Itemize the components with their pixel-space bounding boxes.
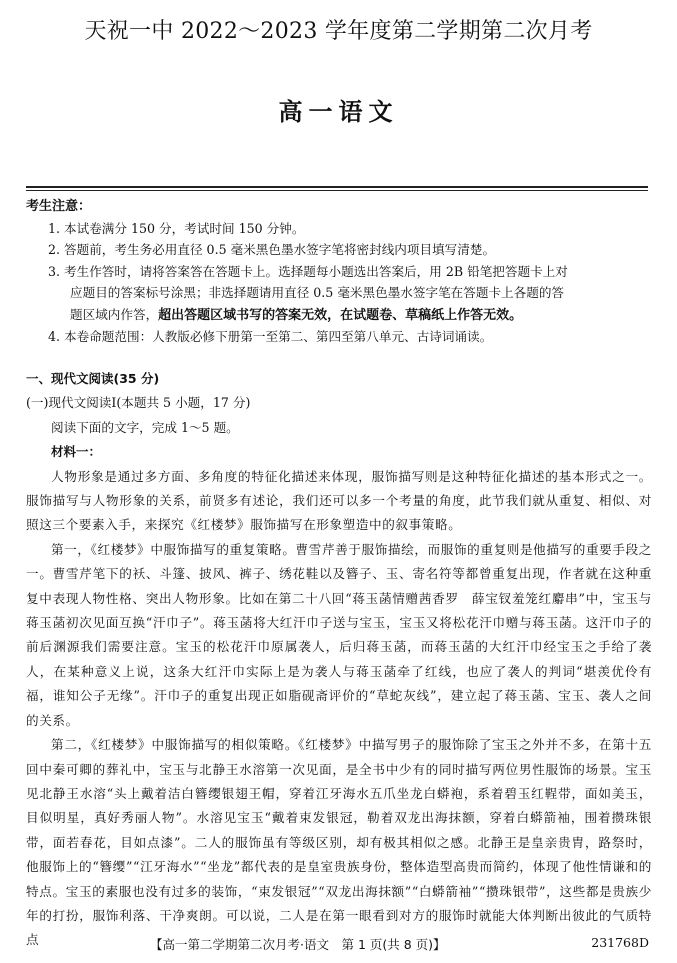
section-title: 一、现代文阅读(35 分) [26,371,160,386]
material-label: 材料一： [51,444,102,460]
notice-item-3-line-2: 应题目的答案标号涂黑；非选择题请用直径 0.5 毫米黑色墨水签字笔在答题卡上各题的答 [70,285,565,300]
reading-section [26,367,652,953]
notice-item-1: 1. 本试卷满分 150 分，考试时间 150 分钟。 [48,220,305,236]
footer-page-info: 【高一第二学期第二次月考·语文 第 1 页(共 8 页)】 [150,937,446,952]
notice-item-3-line-1: 3. 考生作答时，请将答案答在答题卡上。选择题每小题选出答案后，用 2B 铅笔把答题卡上对 [48,263,568,279]
exam-notice [26,196,652,348]
subsection-title: (一)现代文阅读Ⅰ(本题共 5 小题，17 分) [26,395,251,411]
notice-warning: 超出答题区域书写的答案无效，在试题卷、草稿纸上作答无效。 [158,307,523,323]
exam-title: 天祝一中 2022～2023 学年度第二学期第二次月考 [84,19,593,44]
paragraph-1: 人物形象是通过多方面、多角度的特征化描述来体现，服饰描写则是这种特征化描述的基本形式之一。服饰描写与人物形象的关系，前贤多有述论，我们还可以多一个考量的角度，此节我们就从重复、相似、对照这三个要素入手，来探究《红楼梦》服饰描写在形象塑造中的叙事策略。 [26,468,652,533]
notice-item-4: 4. 本卷命题范围：人教版必修下册第一至第二、第四至第八单元、古诗词诵读。 [48,329,493,344]
notice-item-2: 2. 答题前，考生务必用直径 0.5 毫米黑色墨水签字笔将密封线内项目填写清楚。 [48,242,496,257]
notice-item-3 [26,261,652,327]
header-divider-thin [26,190,648,191]
header-divider [26,186,648,188]
paragraph-2: 第一，《红楼梦》中服饰描写的重复策略。曹雪芹善于服饰描绘，而服饰的重复则是他描写的重要手段之一。曹雪芹笔下的袄、斗篷、披风、裤子、绣花鞋以及簪子、玉、寄名符等都曾重复出现，作者就在这种重复中表现人物性格、突出人物形象。比如在第二十八回“蒋玉菡情赠茜香罗 薛宝钗羞笼红麝串”中，宝玉与蒋玉菡初次见面互换“汗巾子”。蒋玉菡将大红汗巾子送与宝玉，宝玉又将松花汗巾赠与蒋玉菡。这汗巾子的前后渊源我们需要注意。宝玉的松花汗巾原属袭人，后归蒋玉菡，而蒋玉菡的大红汗巾经宝玉之手给了袭人，在某种意义上说，这条大红汗巾实际上是为袭人与蒋玉菡牵了红线，也应了袭人的判词“堪羡优伶有福，谁知公子无缘”。汗巾子的重复出现正如脂砚斋评价的“草蛇灰线”，建立起了蒋玉菡、宝玉、袭人之间的关系。 [26,541,652,728]
notice-heading: 考生注意： [26,199,92,214]
footer-code: 231768D [591,935,649,950]
subject-title: 高一语文 [278,98,399,126]
paragraph-3: 第二，《红楼梦》中服饰描写的相似策略。《红楼梦》中描写男子的服饰除了宝玉之外并不多，在第十五回中秦可卿的葬礼中，宝玉与北静王水溶第一次见面，是全书中少有的同时描写两位男性服饰的场景。宝玉见北静王水溶“头上戴着洁白簪缨银翅王帽，穿着江牙海水五爪坐龙白蟒袍，系着碧玉红鞓带，面如美玉，目似明星，真好秀丽人物”。水溶见宝玉“戴着束发银冠，勒着双龙出海抹额，穿着白蟒箭袖，围着攒珠银带，面若春花，目如点漆”。二人的服饰虽有等级区别，却有极其相似之感。北静王是皇亲贵胄，路祭时，他服饰上的“簪缨”“江牙海水”“坐龙”都代表的是皇室贵族身份，整体造型高贵而简约，体现了他性情谦和的特点。宝玉的素服也没有过多的装饰，“束发银冠”“双龙出海抹额”“白蟒箭袖”“攒珠银带”，这些都是贵族少年的打扮，服饰利落、干净爽朗。可以说，二人是在第一眼看到对方的服饰时就能大体判断出彼此的气质特点 [26,737,652,948]
notice-item-3-line-3 [48,304,652,327]
notice-item-3-text: 题区域内作答， [70,306,159,322]
instruction: 阅读下面的文字，完成 1～5 题。 [51,419,239,435]
